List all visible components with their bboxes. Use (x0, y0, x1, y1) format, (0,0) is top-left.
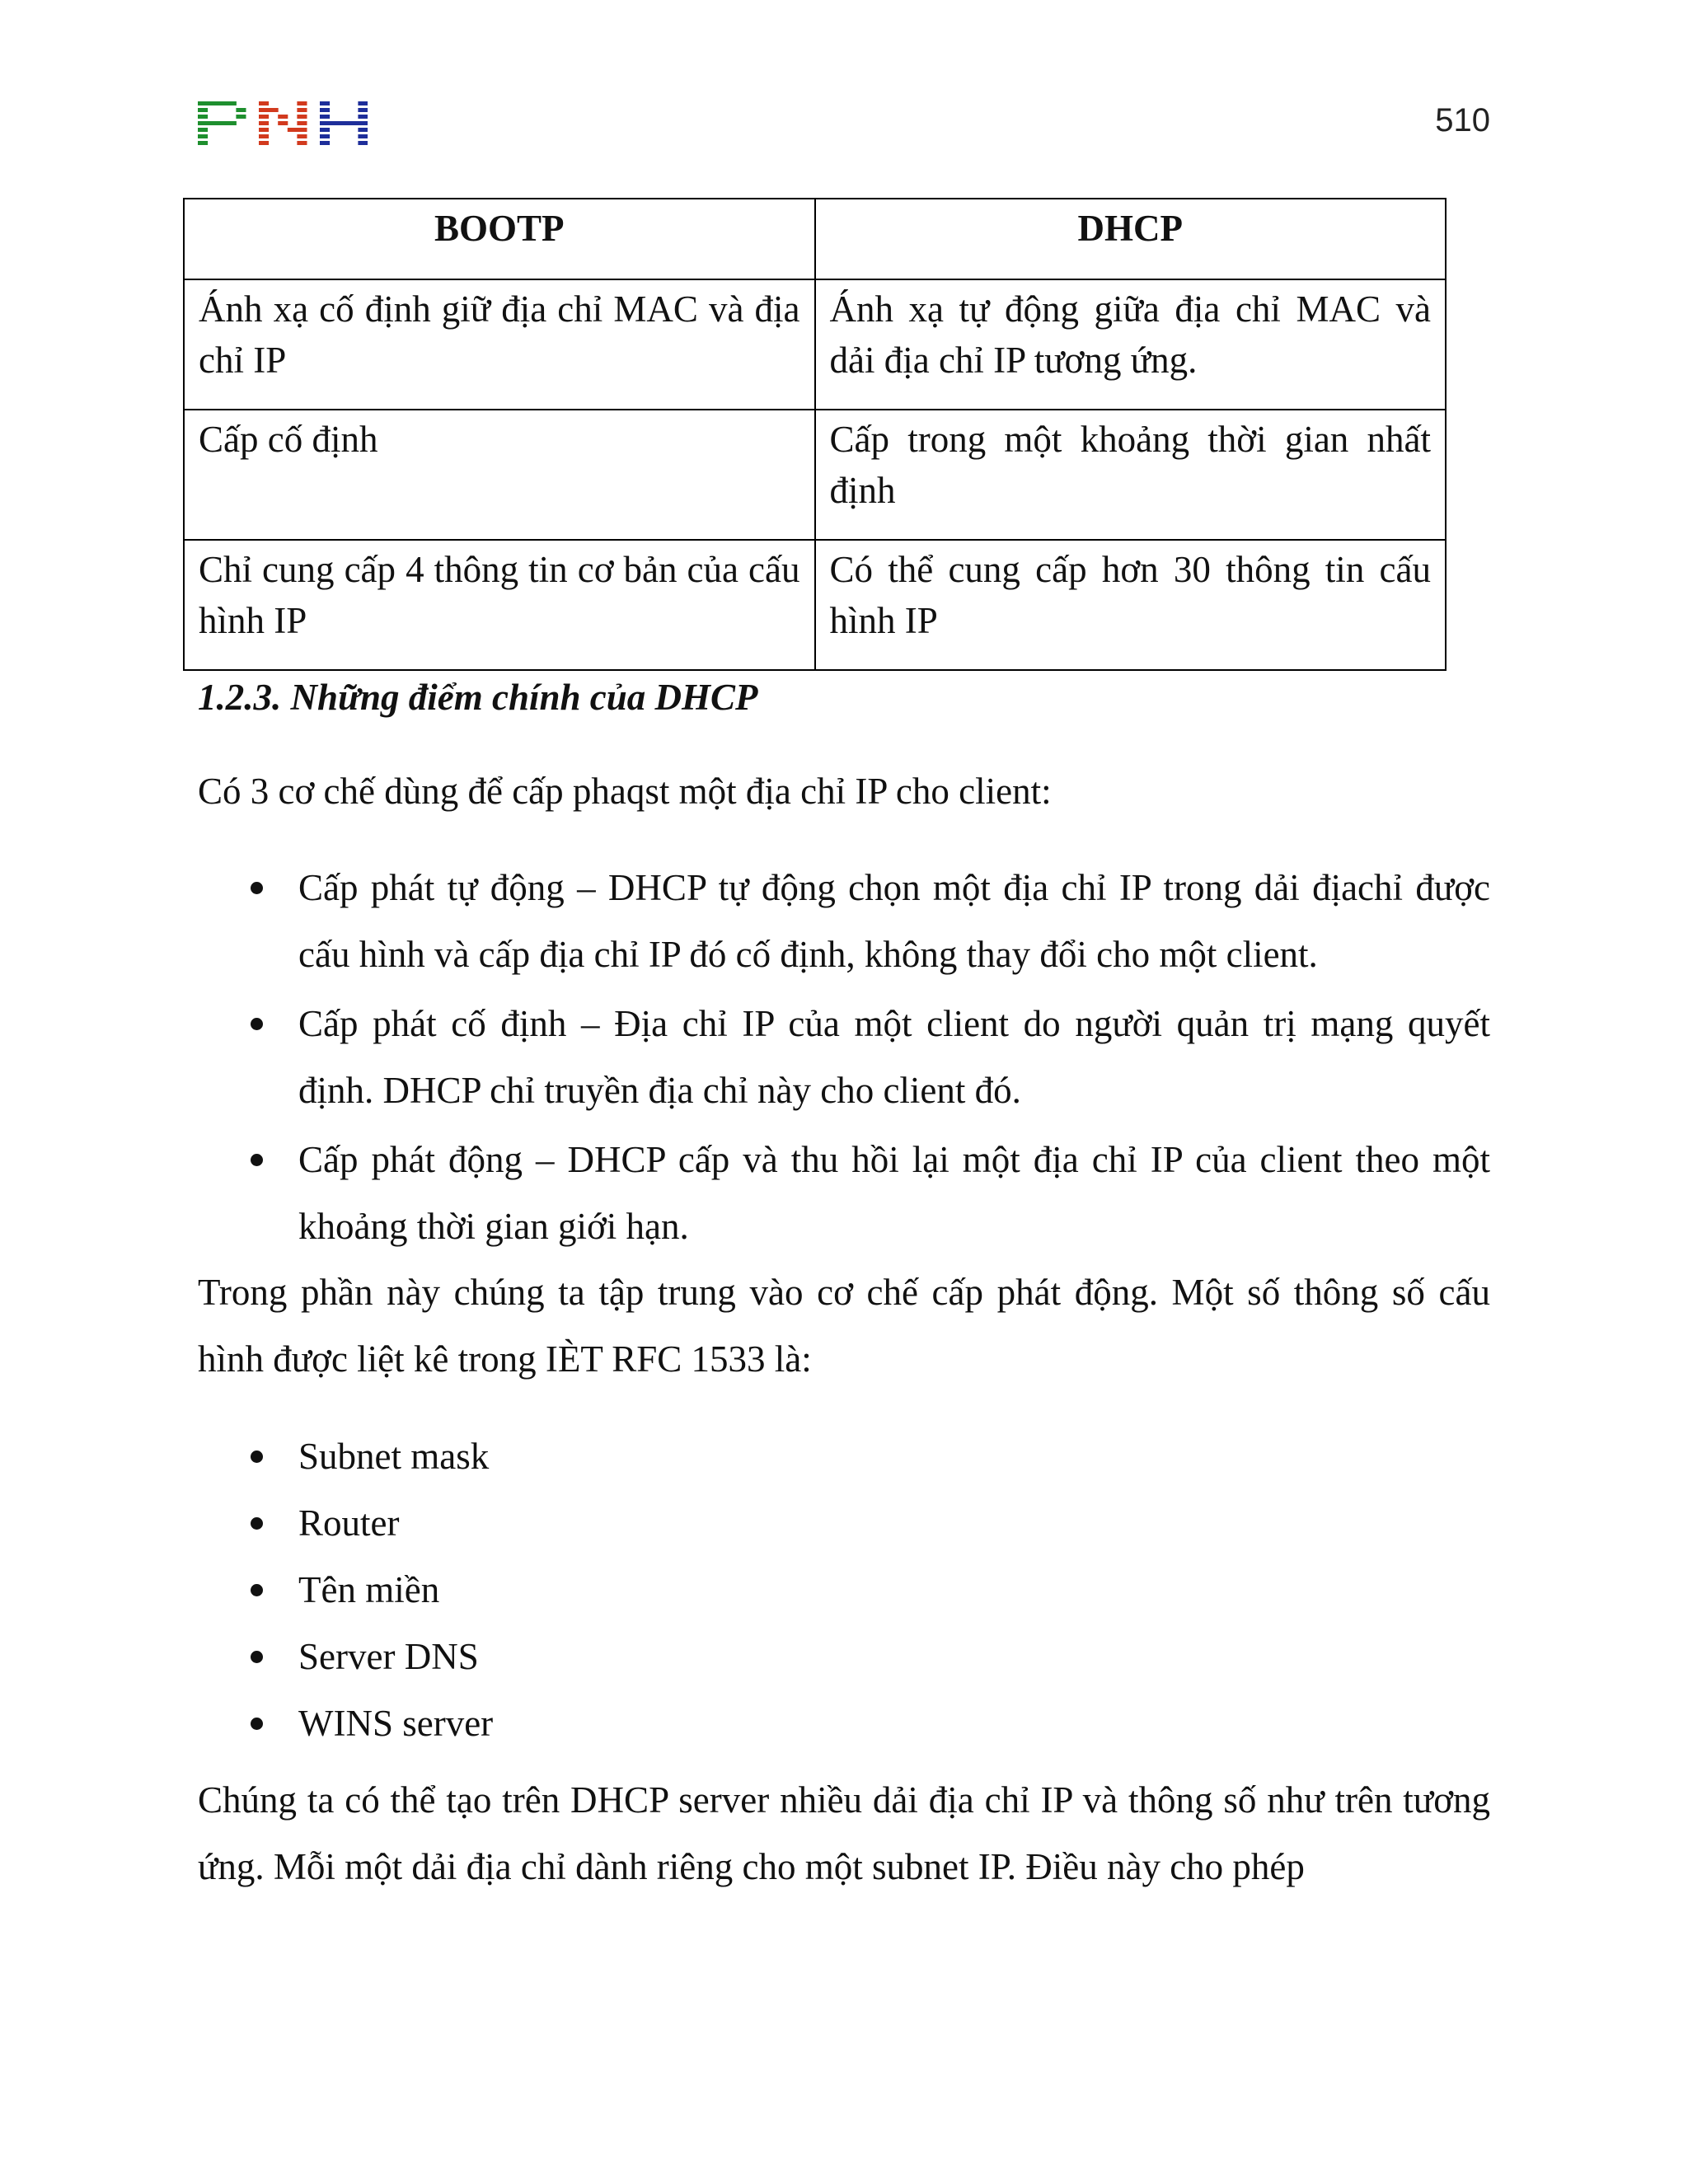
page-number: 510 (1435, 102, 1490, 138)
section-heading: 1.2.3. Những điểm chính của DHCP (198, 677, 758, 718)
bullet-icon (251, 1154, 263, 1166)
table-header-row (184, 199, 1446, 279)
paragraph: Chúng ta có thể tạo trên DHCP server nhiều dải địa chỉ IP và thông số như trên tương ứng. Mỗi một dải địa chỉ dành riêng cho một subnet IP. Điều này cho phép (198, 1779, 1490, 1887)
pnh-logo (198, 101, 368, 148)
allocation-mechanisms-list (198, 855, 1490, 1263)
logo-letter-h (320, 101, 368, 145)
paragraph: Trong phần này chúng ta tập trung vào cơ chế cấp phát động. Một số thông số cấu hình được liệt kê trong IÈT RFC 1533 là: (198, 1272, 1490, 1380)
table-row (184, 410, 1446, 540)
bullet-icon (251, 1517, 263, 1530)
logo-letter-n (259, 101, 307, 145)
table-cell-bootp: Chỉ cung cấp 4 thông tin cơ bản của cấu hình IP (184, 540, 815, 670)
list-item-text: Cấp phát tự động – DHCP tự động chọn một địa chỉ IP trong dải địachỉ được cấu hình và cấp địa chỉ IP đó cố định, không thay đổi cho một client. (298, 867, 1490, 975)
list-item (198, 1624, 1490, 1690)
list-item-text: Subnet mask (298, 1436, 490, 1477)
bullet-icon (251, 1584, 263, 1596)
table-cell-dhcp: Cấp trong một khoảng thời gian nhất định (815, 410, 1447, 540)
bullet-icon (251, 1651, 263, 1663)
list-item-text: Tên miền (298, 1569, 440, 1610)
list-item (198, 1423, 1490, 1490)
list-item-text: Server DNS (298, 1636, 479, 1677)
intro-paragraph: Có 3 cơ chế dùng để cấp phaqst một địa chỉ IP cho client: (198, 771, 1052, 812)
bootp-dhcp-comparison-table (183, 198, 1447, 671)
table-row (184, 279, 1446, 410)
logo-letter-p (198, 101, 246, 145)
bullet-icon (251, 1018, 263, 1030)
table-cell-dhcp: Ánh xạ tự động giữa địa chỉ MAC và dải địa chỉ IP tương ứng. (815, 279, 1447, 410)
list-item-text: WINS server (298, 1703, 494, 1744)
list-item-text: Cấp phát cố định – Địa chỉ IP của một client do người quản trị mạng quyết định. DHCP chỉ truyền địa chỉ này cho client đó. (298, 1003, 1490, 1111)
list-item (198, 1127, 1490, 1260)
table-row (184, 540, 1446, 670)
table-cell-bootp: Ánh xạ cố định giữ địa chỉ MAC và địa chỉ IP (184, 279, 815, 410)
table-header-dhcp: DHCP (815, 199, 1447, 279)
table-cell-bootp: Cấp cố định (184, 410, 815, 540)
bullet-icon (251, 1718, 263, 1730)
list-item-text: Cấp phát động – DHCP cấp và thu hồi lại một địa chỉ IP của client theo một khoảng thời gian giới hạn. (298, 1139, 1490, 1247)
bullet-icon (251, 1451, 263, 1463)
list-item (198, 991, 1490, 1124)
table-header-bootp: BOOTP (184, 199, 815, 279)
config-parameters-list (198, 1423, 1490, 1757)
list-item (198, 855, 1490, 988)
list-item-text: Router (298, 1502, 400, 1544)
list-item (198, 1690, 1490, 1757)
list-item (198, 1557, 1490, 1624)
table-cell-dhcp: Có thể cung cấp hơn 30 thông tin cấu hình IP (815, 540, 1447, 670)
list-item (198, 1490, 1490, 1557)
bullet-icon (251, 882, 263, 894)
